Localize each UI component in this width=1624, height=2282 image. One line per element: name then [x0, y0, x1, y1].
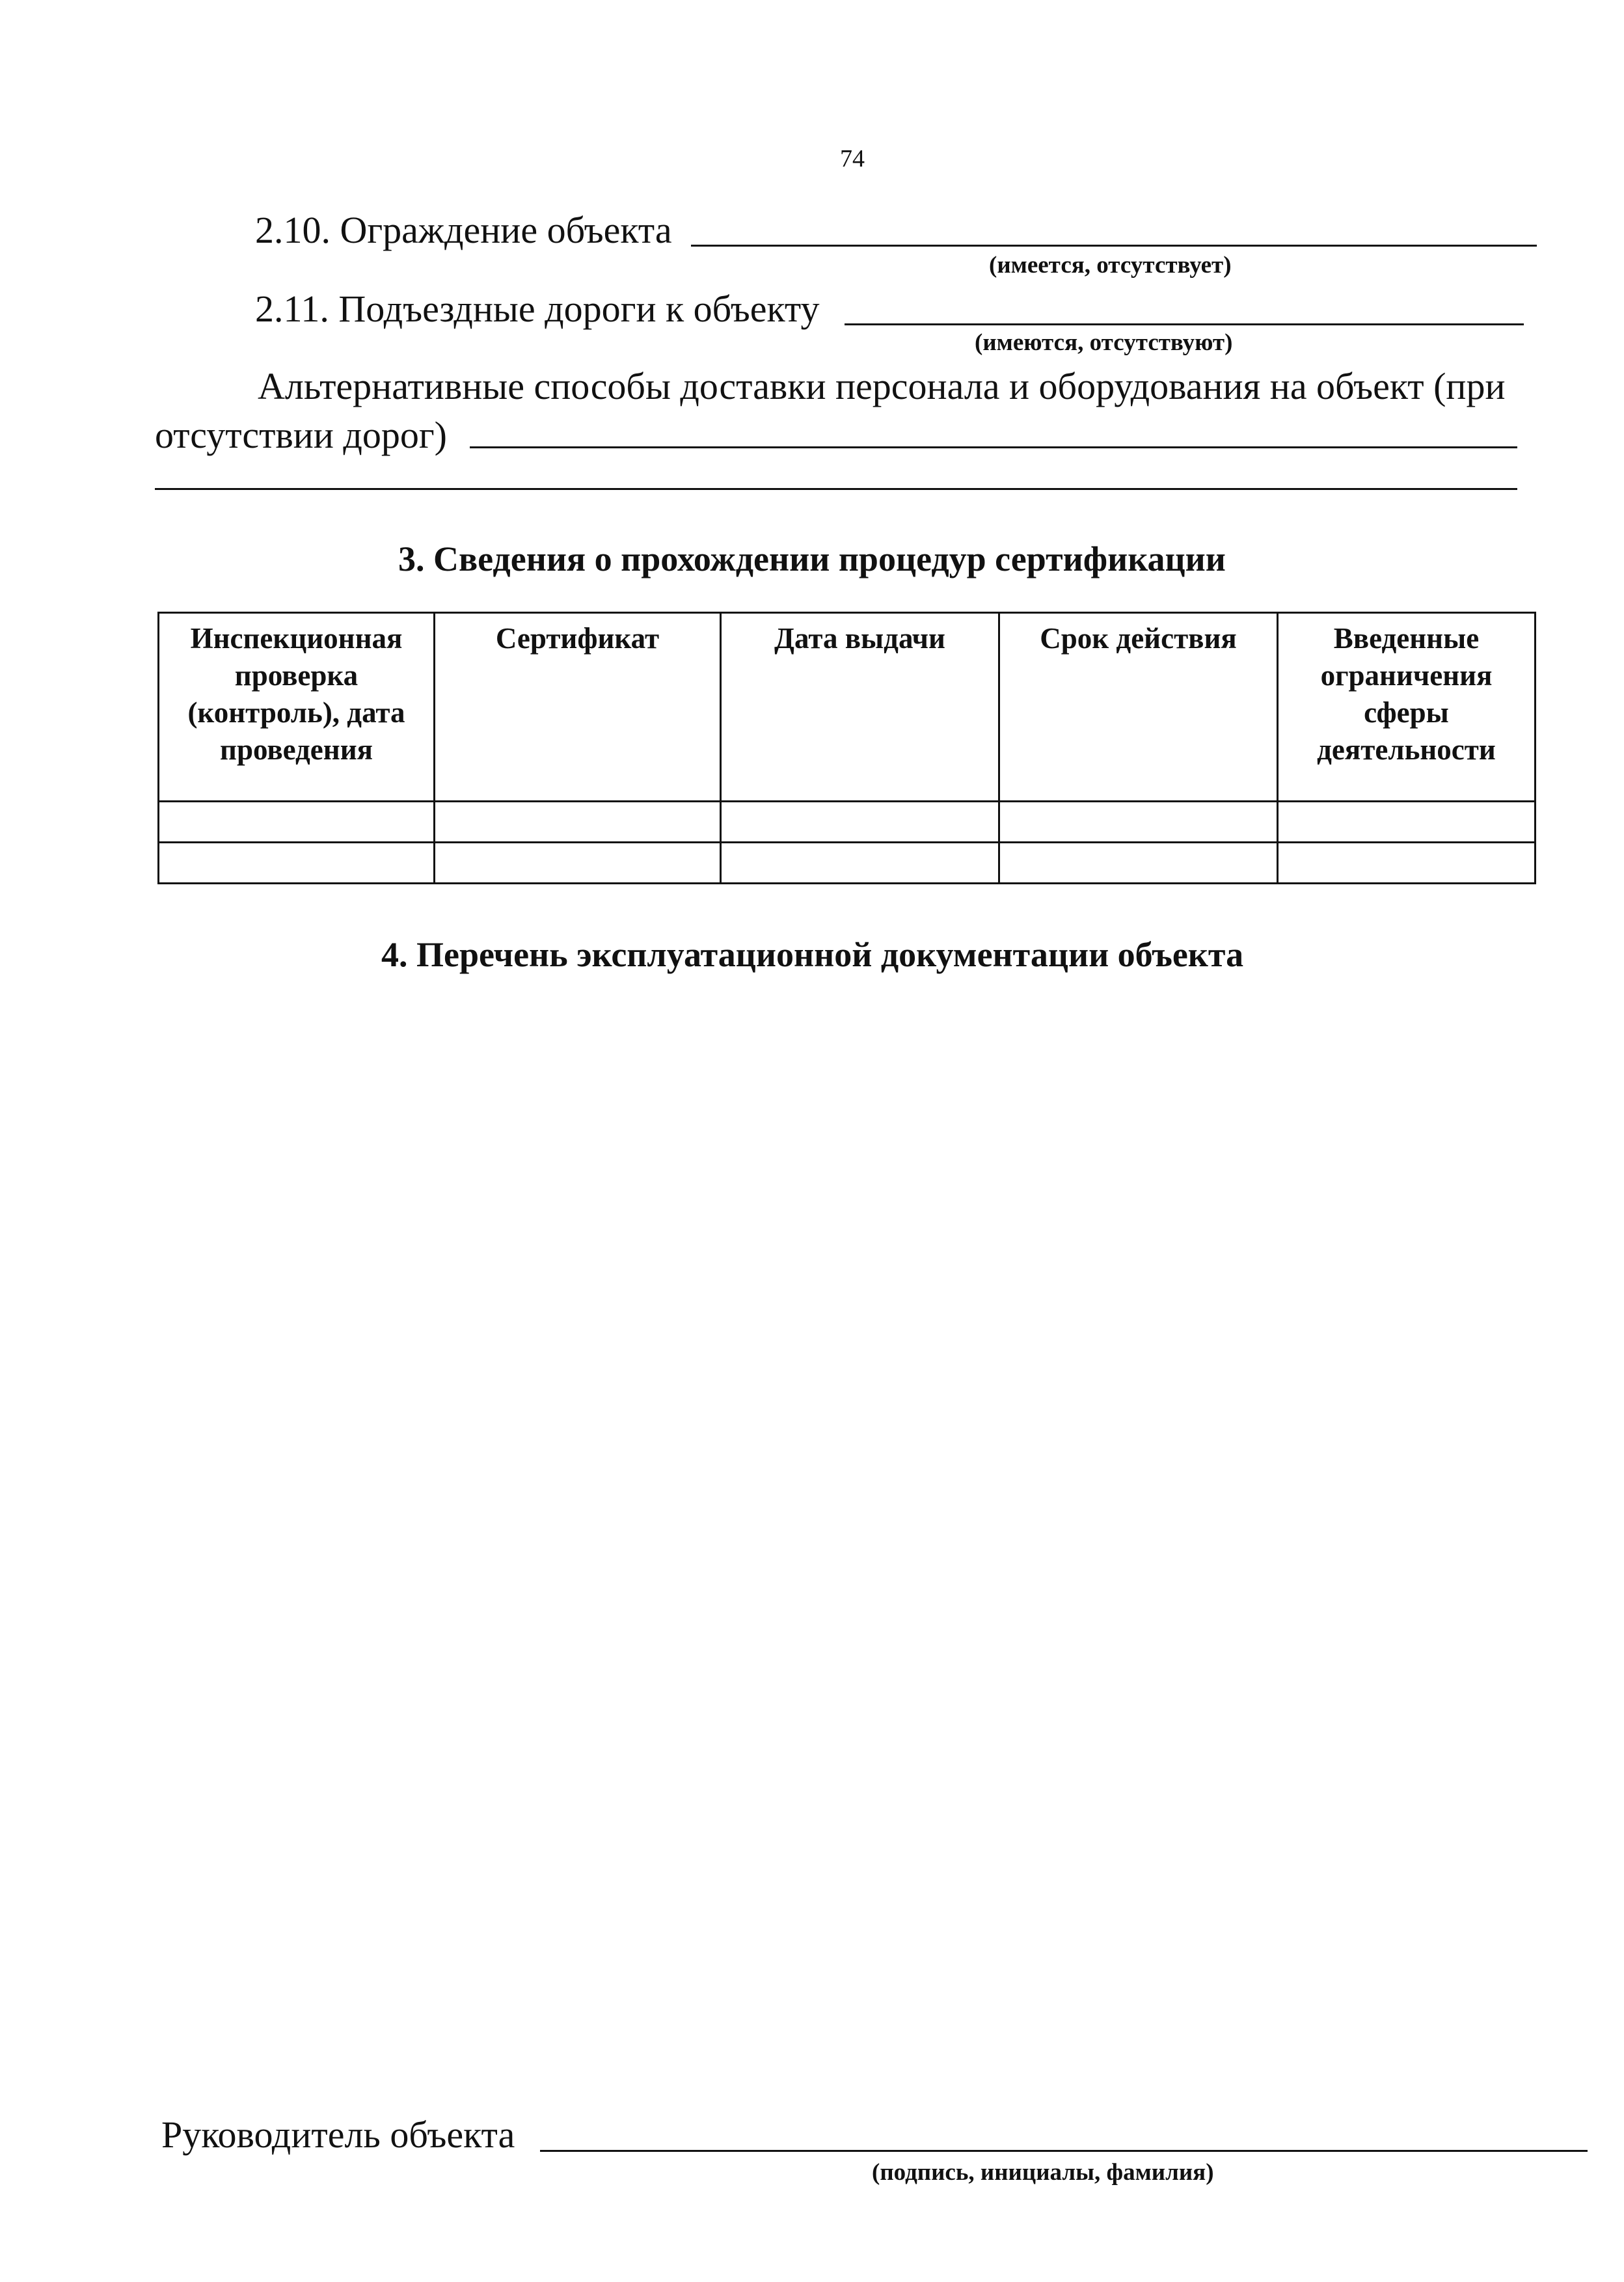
fence-hint: (имеется, отсутствует) — [989, 252, 1232, 278]
signature-hint: (подпись, инициалы, фамилия) — [872, 2159, 1214, 2186]
certification-table-header-row — [159, 613, 1536, 802]
fence-answer-line[interactable] — [691, 245, 1537, 247]
column-header-inspection: Инспекционная проверка (контроль), дата проведения — [159, 613, 435, 802]
table-cell[interactable] — [159, 802, 435, 843]
table-cell[interactable] — [999, 843, 1278, 884]
column-header-restrictions: Введенные ограничения сферы деятельности — [1278, 613, 1536, 802]
signature-label: Руководитель объекта — [161, 2113, 515, 2156]
column-header-issue-date: Дата выдачи — [721, 613, 999, 802]
access-roads-label: 2.11. Подъездные дороги к объекту — [255, 288, 820, 330]
certification-table — [157, 612, 1536, 884]
column-header-certificate: Сертификат — [435, 613, 721, 802]
access-roads-hint: (имеются, отсутствуют) — [975, 329, 1233, 356]
alternative-delivery-text-line1: Альтернативные способы доставки персонала и оборудования на объект (при — [258, 365, 1506, 407]
table-row — [159, 843, 1536, 884]
table-cell[interactable] — [159, 843, 435, 884]
section-4-heading: 4. Перечень эксплуатационной документации объекта — [381, 935, 1244, 974]
alternative-delivery-answer-line-2[interactable] — [155, 488, 1517, 490]
signature-line[interactable] — [540, 2150, 1588, 2152]
alternative-delivery-text-line2: отсутствии дорог) — [155, 414, 447, 456]
table-cell[interactable] — [1278, 843, 1536, 884]
table-row — [159, 802, 1536, 843]
column-header-validity-period: Срок действия — [999, 613, 1278, 802]
table-cell[interactable] — [721, 843, 999, 884]
table-cell[interactable] — [435, 802, 721, 843]
fence-label: 2.10. Ограждение объекта — [255, 209, 672, 251]
page-number: 74 — [840, 145, 865, 172]
section-3-heading: 3. Сведения о прохождении процедур сертификации — [398, 539, 1226, 578]
table-cell[interactable] — [1278, 802, 1536, 843]
table-cell[interactable] — [999, 802, 1278, 843]
table-cell[interactable] — [721, 802, 999, 843]
alternative-delivery-answer-line[interactable] — [470, 446, 1517, 448]
table-cell[interactable] — [435, 843, 721, 884]
access-roads-answer-line[interactable] — [845, 323, 1524, 325]
